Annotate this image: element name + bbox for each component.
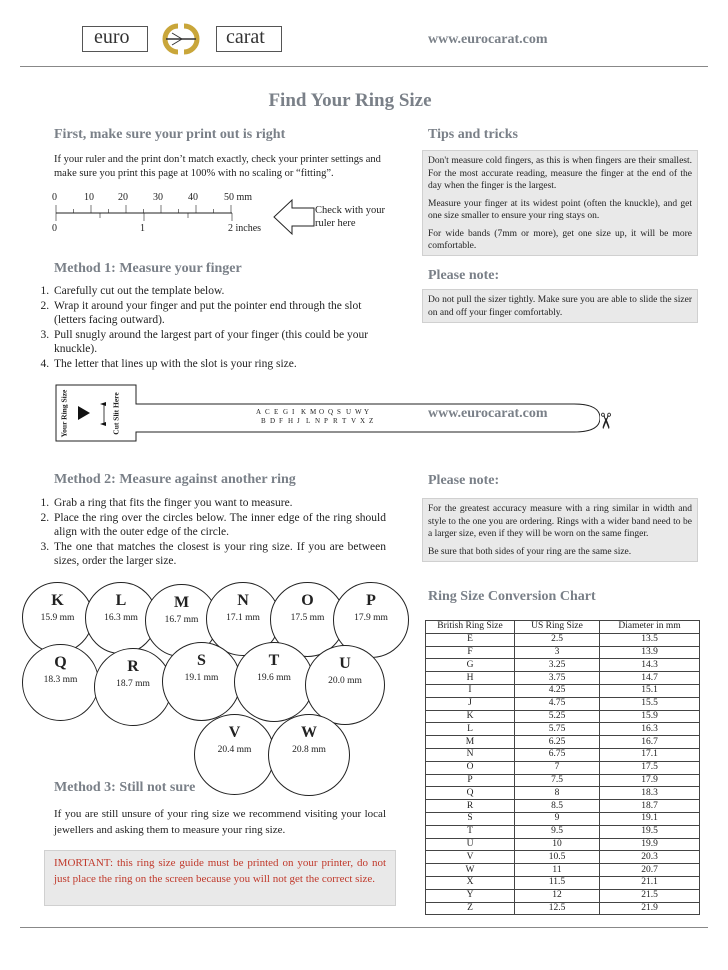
cell-us: 12 [515, 889, 600, 902]
tip-widest-point: Measure your finger at its widest point (often the knuckle), and get one size smaller to ensure your ring stays on. [428, 198, 692, 221]
cell-diameter: 19.1 [600, 812, 700, 825]
circle-mm: 20.8 mm [292, 745, 326, 755]
circle-letter: W [301, 724, 317, 741]
method2-step-1: 1. Grab a ring that fits the finger you want to measure. [52, 496, 386, 511]
cell-us: 9 [515, 812, 600, 825]
method3-body: If you are still unsure of your ring size we recommend visiting your local jewellers and asking them to measure your ring size. [54, 808, 386, 836]
ring-circle-v [194, 714, 275, 795]
circle-mm: 19.6 mm [257, 673, 291, 683]
sizer-letter: B [261, 417, 266, 425]
cell-diameter: 16.3 [600, 723, 700, 736]
method2-step-2: 2. Place the ring over the circles below. The inner edge of the ring should align with the outer edge of the circle. [52, 511, 386, 540]
cell-diameter: 17.1 [600, 748, 700, 761]
sizer-letter: O [319, 408, 325, 416]
cell-diameter: 20.7 [600, 864, 700, 877]
table-row [426, 710, 700, 723]
conversion-heading: Ring Size Conversion Chart [428, 589, 596, 604]
circle-letter: T [268, 652, 280, 669]
sizer-letter: J [297, 417, 300, 425]
method1-note-heading: Please note: [428, 268, 500, 283]
cell-british: Y [426, 889, 515, 902]
cell-british: N [426, 748, 515, 761]
col-british: British Ring Size [426, 621, 515, 634]
method1-note-box [422, 289, 698, 323]
table-row [426, 902, 700, 915]
cell-british: X [426, 876, 515, 889]
table-row [426, 812, 700, 825]
conversion-table [425, 620, 700, 915]
col-diameter: Diameter in mm [600, 621, 700, 634]
cell-diameter: 21.9 [600, 902, 700, 915]
method2-note-2: Be sure that both sides of your ring are the same size. [428, 546, 632, 557]
header-rule [20, 66, 708, 67]
arrow-left-icon [272, 198, 316, 236]
ruler-scale [52, 205, 292, 221]
table-row [426, 774, 700, 787]
table-row [426, 876, 700, 889]
cell-british: P [426, 774, 515, 787]
cell-diameter: 14.7 [600, 672, 700, 685]
ring-circle-u [305, 645, 385, 725]
cell-diameter: 14.3 [600, 659, 700, 672]
method1-note-text: Do not pull the sizer tightly. Make sure you are able to slide the sizer on and off your finger comfortably. [428, 295, 692, 318]
cell-us: 7 [515, 761, 600, 774]
ring-circle-q [22, 644, 99, 721]
sizer-url: www.eurocarat.com [428, 406, 548, 421]
cell-diameter: 15.9 [600, 710, 700, 723]
cell-diameter: 16.7 [600, 736, 700, 749]
ring-circle-t [234, 642, 314, 722]
method1-step-2: 2. Wrap it around your finger and put the pointer end through the slot (letters facing outward). [52, 299, 394, 328]
cell-diameter: 18.3 [600, 787, 700, 800]
cell-us: 4.75 [515, 697, 600, 710]
cell-diameter: 21.1 [600, 876, 700, 889]
method2-steps [34, 496, 386, 569]
table-row [426, 633, 700, 646]
ring-circle-r [94, 648, 172, 726]
sizer-letter: W [355, 408, 362, 416]
sizer-letters-top [256, 408, 373, 416]
cell-diameter: 21.5 [600, 889, 700, 902]
logo [82, 22, 282, 56]
cell-us: 6.75 [515, 748, 600, 761]
cell-us: 9.5 [515, 825, 600, 838]
table-row [426, 672, 700, 685]
footer-rule [20, 927, 708, 928]
circle-mm: 20.4 mm [217, 745, 252, 755]
cell-british: G [426, 659, 515, 672]
conversion-table-body [426, 633, 700, 915]
cell-diameter: 19.5 [600, 825, 700, 838]
cell-british: R [426, 800, 515, 813]
cell-us: 11 [515, 864, 600, 877]
scissors-icon: ✂ [593, 411, 619, 431]
sizer-letter: X [360, 417, 366, 425]
cell-us: 4.25 [515, 684, 600, 697]
tips-box [422, 150, 698, 256]
sizer-label-ring-size: Your Ring Size [59, 389, 69, 438]
cell-british: O [426, 761, 515, 774]
sizer-letter: U [346, 408, 352, 416]
cell-us: 10 [515, 838, 600, 851]
circle-letter: Q [54, 654, 67, 671]
ruler-mm-40: 40 [188, 192, 198, 203]
table-row [426, 684, 700, 697]
sizer-letters-bottom [261, 417, 378, 425]
ring-circle-s [162, 642, 241, 721]
sizer-letter: I [292, 408, 295, 416]
cell-us: 7.5 [515, 774, 600, 787]
cell-us: 12.5 [515, 902, 600, 915]
table-row [426, 748, 700, 761]
ruler-inch-1: 1 [140, 223, 145, 234]
circle-mm: 17.9 mm [354, 613, 388, 623]
sizer-letter: Y [364, 408, 370, 416]
cell-us: 8.5 [515, 800, 600, 813]
cell-us: 3.25 [515, 659, 600, 672]
print-check-heading: First, make sure your print out is right [54, 127, 286, 142]
page-title: Find Your Ring Size [268, 90, 432, 111]
method3-heading: Method 3: Still not sure [54, 780, 196, 795]
cell-british: K [426, 710, 515, 723]
cell-british: E [426, 633, 515, 646]
cell-us: 5.25 [515, 710, 600, 723]
cell-british: U [426, 838, 515, 851]
cell-british: F [426, 646, 515, 659]
ring-circle-k [22, 582, 93, 653]
cell-diameter: 17.9 [600, 774, 700, 787]
circle-mm: 16.7 mm [164, 615, 199, 625]
circle-letter: R [127, 658, 139, 675]
cell-british: S [426, 812, 515, 825]
circle-letter: V [228, 724, 241, 741]
circle-letter: N [237, 592, 249, 609]
table-row [426, 838, 700, 851]
sizer-letter: G [283, 408, 289, 416]
cell-diameter: 13.5 [600, 633, 700, 646]
sizer-letter: V [351, 417, 357, 425]
sizer-letter: D [270, 417, 276, 425]
method2-heading: Method 2: Measure against another ring [54, 472, 296, 487]
sizer-letter: S [337, 408, 341, 416]
sizer-letter: F [279, 417, 283, 425]
table-row [426, 800, 700, 813]
logo-left-text: euro [94, 26, 130, 48]
tip-cold-fingers: Don't measure cold fingers, as this is when fingers are their smallest. For the most accurate reading, measure the finger at the end of the day when the finger is the largest. [428, 156, 692, 191]
circle-mm: 19.1 mm [184, 673, 219, 683]
cell-british: I [426, 684, 515, 697]
important-text: IMORTANT: this ring size guide must be printed on your printer, do not just place the ring on the screen because you will not get the correct size. [54, 857, 386, 885]
circle-mm: 17.1 mm [226, 613, 260, 623]
sizer-label-cut-slit: Cut Slit Here [111, 392, 121, 435]
sizer-letter: A [256, 408, 262, 416]
cell-us: 8 [515, 787, 600, 800]
cell-us: 5.75 [515, 723, 600, 736]
cell-british: V [426, 851, 515, 864]
method2-note-1: For the greatest accuracy measure with a ring similar in width and style to the one you are ordering. Rings with a wider band need to be a larger size, even if they will be worn on the same finger. [428, 504, 692, 539]
circle-letter: U [339, 655, 351, 672]
method1-steps [34, 284, 394, 371]
table-row [426, 723, 700, 736]
table-row [426, 787, 700, 800]
circle-letter: O [301, 592, 314, 609]
table-row [426, 659, 700, 672]
arrow-text: Check with your ruler here [315, 205, 385, 229]
sizer-letter: M [310, 408, 317, 416]
circle-mm: 16.3 mm [104, 613, 138, 623]
cell-british: L [426, 723, 515, 736]
circle-mm: 18.3 mm [43, 675, 78, 685]
sizer-letter: C [265, 408, 270, 416]
table-row [426, 864, 700, 877]
method1-heading: Method 1: Measure your finger [54, 261, 242, 276]
circle-mm: 18.7 mm [116, 679, 150, 689]
cell-us: 10.5 [515, 851, 600, 864]
circle-letter: L [115, 592, 127, 609]
sizer-letter: T [342, 417, 347, 425]
table-row [426, 851, 700, 864]
circle-letter: P [366, 592, 376, 609]
ruler-mm-50: 50 mm [224, 192, 253, 203]
circle-letter: S [197, 652, 206, 669]
sizer-letter: E [274, 408, 279, 416]
print-check-body: If your ruler and the print don’t match exactly, check your printer settings and make sure you print this page at 100% with no scaling or “fitting”. [54, 154, 381, 179]
header-url[interactable]: www.eurocarat.com [428, 32, 548, 47]
ruler-inch-0: 0 [52, 223, 57, 234]
method2-note-heading: Please note: [428, 473, 500, 488]
method2-step-3: 3. The one that matches the closest is your ring size. If you are between sizes, order the larger size. [52, 540, 386, 569]
sizer-letter: Z [369, 417, 374, 425]
cell-british: W [426, 864, 515, 877]
cell-us: 3.75 [515, 672, 600, 685]
cell-british: T [426, 825, 515, 838]
cell-british: Z [426, 902, 515, 915]
ruler [52, 192, 292, 236]
sizer-letter: P [324, 417, 328, 425]
ruler-inch-2: 2 inches [228, 223, 262, 234]
cell-us: 2.5 [515, 633, 600, 646]
tip-wide-bands: For wide bands (7mm or more), get one size up, it will be more comfortable. [428, 228, 692, 251]
cell-diameter: 15.1 [600, 684, 700, 697]
cell-diameter: 19.9 [600, 838, 700, 851]
ruler-mm-0: 0 [52, 192, 57, 203]
cell-diameter: 18.7 [600, 800, 700, 813]
ruler-mm-10: 10 [84, 192, 94, 203]
ruler-mm-30: 30 [153, 192, 163, 203]
circle-letter: M [173, 594, 190, 611]
method1-step-1: 1. Carefully cut out the template below. [52, 284, 394, 299]
cell-british: J [426, 697, 515, 710]
method1-step-4: 4. The letter that lines up with the slot is your ring size. [52, 357, 394, 372]
circle-letter: K [51, 592, 64, 609]
sizer-letter: N [315, 417, 321, 425]
ruler-mm-20: 20 [118, 192, 128, 203]
table-row [426, 697, 700, 710]
cell-us: 6.25 [515, 736, 600, 749]
logo-right-text: carat [226, 26, 265, 48]
tips-heading: Tips and tricks [428, 127, 518, 142]
sizer-letter: L [306, 417, 311, 425]
ring-circle-w [268, 714, 350, 796]
sizer-letter: R [333, 417, 338, 425]
table-row [426, 889, 700, 902]
cell-us: 11.5 [515, 876, 600, 889]
sizer-letter: H [288, 417, 294, 425]
circle-mm: 15.9 mm [40, 613, 75, 623]
method1-step-3: 3. Pull snugly around the largest part of your finger (this could be your knuckle). [52, 328, 394, 357]
cell-british: Q [426, 787, 515, 800]
cell-us: 3 [515, 646, 600, 659]
cell-british: M [426, 736, 515, 749]
cell-diameter: 15.5 [600, 697, 700, 710]
circle-mm: 20.0 mm [328, 676, 362, 686]
cell-british: H [426, 672, 515, 685]
table-header-row [426, 621, 700, 634]
col-us: US Ring Size [515, 621, 600, 634]
cell-diameter: 13.9 [600, 646, 700, 659]
logo-mark-icon [152, 22, 210, 56]
method2-note-box [422, 498, 698, 562]
circle-mm: 17.5 mm [290, 613, 325, 623]
table-row [426, 825, 700, 838]
cell-diameter: 20.3 [600, 851, 700, 864]
important-box [44, 850, 396, 906]
table-row [426, 736, 700, 749]
cell-diameter: 17.5 [600, 761, 700, 774]
table-row [426, 646, 700, 659]
sizer-letter: Q [328, 408, 334, 416]
sizer-letter: K [301, 408, 307, 416]
table-row [426, 761, 700, 774]
